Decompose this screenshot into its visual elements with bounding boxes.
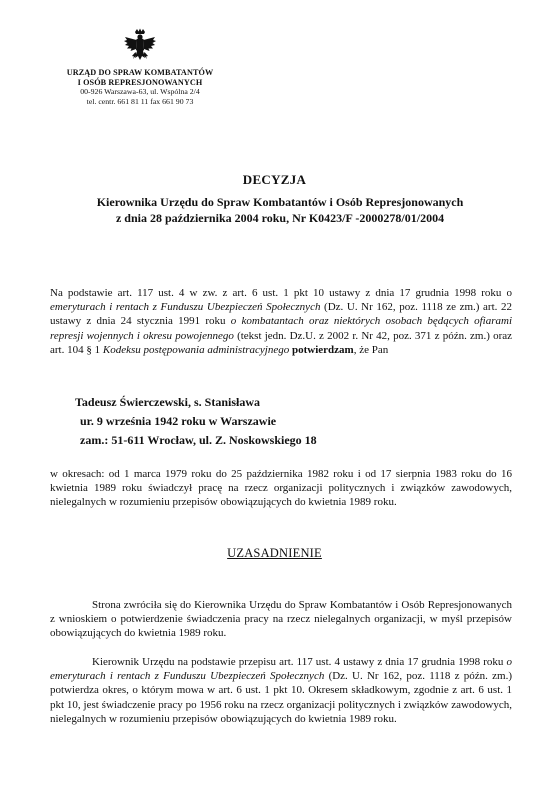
justification-paragraph-2 — [50, 655, 512, 726]
subtitle-line-2: z dnia 28 października 2004 roku, Nr K0423/F -2000278/01/2004 — [115, 211, 445, 225]
justification-paragraph-1: Strona zwróciła się do Kierownika Urzędu do Spraw Kombatantów i Osób Represjonowanych z wnioskiem o potwierdzenie świadczenia pracy na rzecz nielegalnych organizacji, w myśl przepisów obowiązujących do kwietnia 1989 roku. — [50, 599, 512, 640]
letterhead — [40, 28, 240, 107]
reason2-text-2: (Dz. U. Nr 162, poz. 1118 z późn. zm.) potwierdza okres, o którym mowa w art. 6 ust. 1 pkt 10. Okresem składkowym, zgodnie z art. 6 ust. 1 pkt 10, jest świadczenie pracy po 1956 roku na rzecz organizacji politycznych i związków zawodowych, nielegalnych w rozumieniu przepisów obowiązujących do kwietnia 1989 roku. — [50, 670, 512, 725]
legal-basis-paragraph — [50, 286, 512, 357]
document-title: DECYZJA — [242, 172, 307, 187]
person-birth: ur. 9 września 1942 roku w Warszawie — [80, 414, 277, 428]
periods-paragraph: w okresach: od 1 marca 1979 roku do 25 października 1982 roku i od 17 sierpnia 1983 roku do 16 kwietnia 1989 roku świadczył pracę na rzecz organizacji politycznych i związków zawodowych, nielegalnych w rozumieniu przepisów obowiązujących do kwietnia 1989 roku. — [50, 468, 512, 509]
intro-text-5: , że Pan — [353, 343, 389, 356]
justification-heading: UZASADNIENIE — [227, 546, 322, 560]
intro-italic-3: Kodeksu postępowania administracyjnego — [102, 343, 290, 356]
eagle-emblem-icon — [123, 28, 157, 66]
intro-italic-2: o kombatantach oraz niektórych osobach będących ofiarami represji wojennych i okresu powojennego — [50, 315, 513, 342]
intro-text-3: (tekst jedn. Dz.U. z 2002 r. Nr 42, poz. 371 z późn. zm.) oraz art. 104 § 1 — [50, 329, 513, 356]
reason2-italic-1: o emeryturach i rentach z Funduszu Ubezpieczeń Społecznych — [50, 656, 512, 683]
reason2-text-1: Kierownik Urzędu na podstawie przepisu art. 117 ust. 4 ustawy z dnia 17 grudnia 1998 roku — [92, 656, 507, 668]
intro-italic-1: emeryturach i rentach z Funduszu Ubezpieczeń Społecznych — [50, 301, 321, 314]
org-name-line2: I OSÓB REPRESJONOWANYCH — [77, 77, 203, 87]
document-subtitle — [40, 194, 520, 226]
org-address: 00-926 Warszawa-63, ul. Wspólna 2/4 — [80, 87, 200, 96]
person-name: Tadeusz Świerczewski, s. Stanisława — [75, 395, 261, 409]
intro-text-2: (Dz. U. Nr 162, poz. 1118 ze zm.) art. 22 ustawy z dnia 24 stycznia 1991 roku — [50, 301, 513, 328]
person-block — [75, 393, 317, 450]
org-name-line1: URZĄD DO SPRAW KOMBATANTÓW — [66, 68, 214, 77]
intro-text-1: Na podstawie art. 117 ust. 4 w zw. z art. 6 ust. 1 pkt 10 ustawy z dnia 17 grudnia 1998 roku o — [50, 287, 512, 299]
person-address: zam.: 51-611 Wrocław, ul. Z. Noskowskiego 18 — [80, 433, 317, 447]
intro-bold-confirm: potwierdzam — [291, 343, 354, 356]
subtitle-line-1: Kierownika Urzędu do Spraw Kombatantów i Osób Represjonowanych — [96, 195, 464, 209]
org-phone: tel. centr. 661 81 11 fax 661 90 73 — [86, 97, 194, 106]
